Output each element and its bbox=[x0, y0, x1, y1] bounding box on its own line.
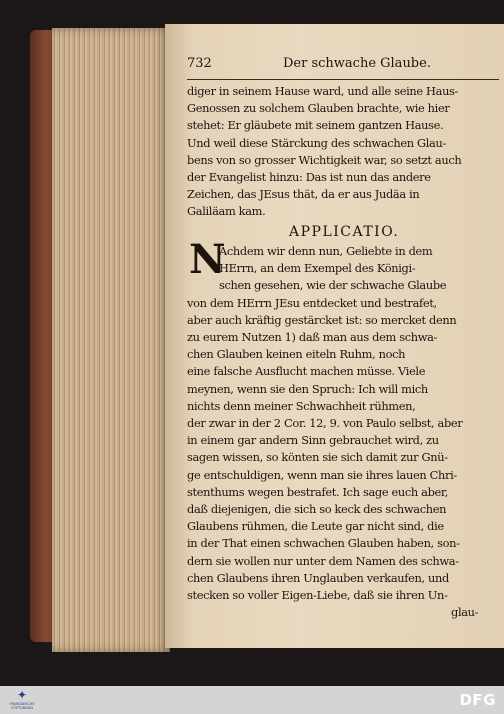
text-line: diger in seinem Hause ward, und alle seine Haus- bbox=[187, 84, 459, 98]
text-line: stenthums wegen bestrafet. Ich sage euch aber, bbox=[187, 484, 449, 499]
dfg-logo[interactable]: DFG bbox=[459, 691, 496, 709]
text-line: zu eurem Nutzen 1) daß man aus dem schwa- bbox=[187, 330, 438, 344]
text-line: in einem gar andern Sinn gebrauchet wird, zu bbox=[187, 433, 439, 448]
header-rule bbox=[187, 79, 499, 80]
text-line: Zeichen, das JEsus thät, da er aus Judäa in bbox=[187, 187, 420, 202]
viewer-footer bbox=[0, 686, 504, 714]
text-line: chen Glaubens ihren Unglauben verkaufen, und bbox=[187, 570, 449, 585]
francke-logo-caption: FRANCKESCHE STIFTUNGEN bbox=[9, 702, 35, 710]
text-line: von dem HErrn JEsu entdecket und bestrafet, bbox=[187, 295, 437, 310]
text-line: sagen wissen, so könten sie sich damit zur Gnü- bbox=[187, 450, 448, 465]
text-line: Glaubens rühmen, die Leute gar nicht sind, die bbox=[187, 519, 444, 534]
section-heading: APPLICATIO. bbox=[289, 224, 400, 240]
page-edges bbox=[52, 28, 170, 652]
text-line: nichts denn meiner Schwachheit rühmen, bbox=[187, 398, 416, 413]
francke-logo[interactable] bbox=[4, 688, 40, 712]
running-title: Der schwache Glaube. bbox=[283, 56, 431, 71]
text-line: meynen, wenn sie den Spruch: Ich will mich bbox=[187, 381, 428, 396]
text-line: dern sie wollen nur unter dem Namen des schwa- bbox=[187, 553, 459, 568]
text-line: Und weil diese Stärckung des schwachen Glau- bbox=[187, 135, 446, 150]
text-line: chen Glauben keinen eiteln Ruhm, noch bbox=[187, 347, 406, 362]
text-line: daß diejenigen, die sich so keck des schwachen bbox=[187, 502, 447, 516]
text-line: glau- bbox=[451, 605, 479, 620]
francke-emblem-icon: ✦ bbox=[16, 688, 28, 702]
text-line: schen gesehen, wie der schwache Glaube bbox=[219, 278, 447, 293]
text-line: der zwar in der 2 Cor. 12, 9. von Paulo selbst, aber bbox=[187, 416, 463, 430]
text-line: ge entschuldigen, wenn man sie ihres lauen Chri- bbox=[187, 467, 457, 482]
page-number: 732 bbox=[187, 56, 212, 71]
text-line: Genossen zu solchem Glauben brachte, wie hier bbox=[187, 101, 450, 116]
text-line: bens von so grosser Wichtigkeit war, so setzt auch bbox=[187, 152, 462, 167]
text-line: in der That einen schwachen Glauben haben, son- bbox=[187, 536, 460, 551]
text-line: stecken so voller Eigen-Liebe, daß sie ihren Un- bbox=[187, 588, 448, 602]
text-line: Galiläam kam. bbox=[187, 204, 266, 219]
text-line: stehet: Er gläubete mit seinem gantzen Hause. bbox=[187, 118, 444, 133]
drop-cap: N bbox=[189, 236, 226, 283]
text-line: HErrn, an dem Exempel des Königi- bbox=[219, 261, 416, 276]
text-line: eine falsche Ausflucht machen müsse. Viele bbox=[187, 364, 426, 379]
text-line: Achdem wir denn nun, Geliebte in dem bbox=[219, 244, 433, 258]
text-line: der Evangelist hinzu: Das ist nun das andere bbox=[187, 170, 431, 184]
book-page bbox=[165, 24, 504, 648]
text-line: aber auch kräftig gestärcket ist: so mercket denn bbox=[187, 312, 457, 327]
